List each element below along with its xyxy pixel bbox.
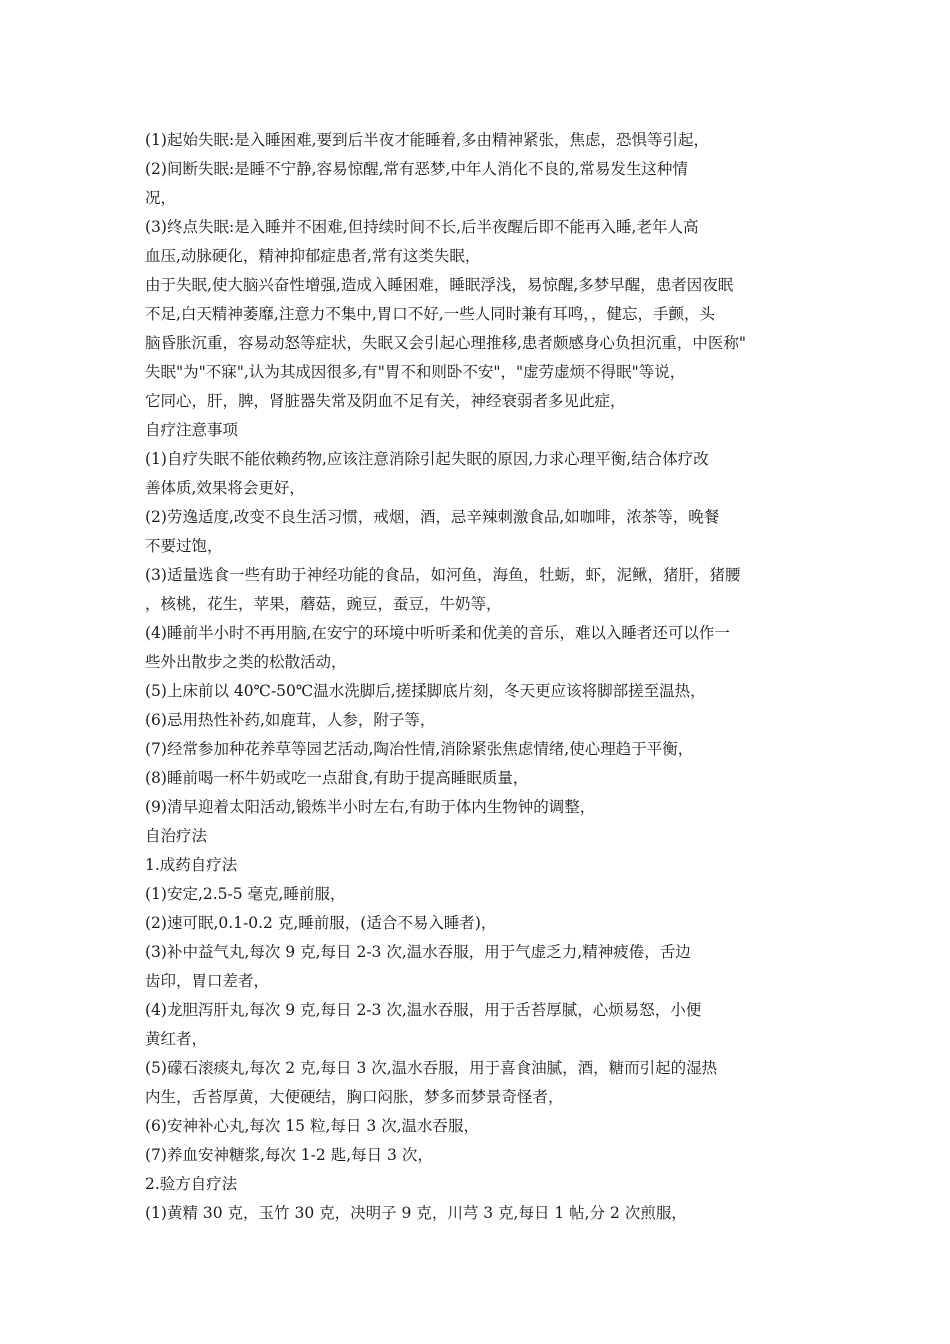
text-line: 内生，舌苔厚黄，大便硬结，胸口闷胀，梦多而梦景奇怪者， <box>145 1088 564 1106</box>
text-line: (6)安神补心丸,每次 15 粒,每日 3 次,温水吞服， <box>145 1117 480 1135</box>
text-line: (8)睡前喝一杯牛奶或吃一点甜食,有助于提高睡眠质量， <box>145 769 529 787</box>
text-line: (1)安定,2.5-5 毫克,睡前服， <box>145 885 346 903</box>
text-line: (3)适量选食一些有助于神经功能的食品，如河鱼，海鱼，牡蛎，虾，泥鳅，猪肝，猪腰 <box>145 566 741 584</box>
text-line: (9)清早迎着太阳活动,锻炼半小时左右,有助于体内生物钟的调整， <box>145 798 596 816</box>
text-line: 由于失眠,使大脑兴奋性增强,造成入睡困难，睡眠浮浅，易惊醒,多梦早醒，患者因夜眠 <box>145 276 734 294</box>
text-line: 些外出散步之类的松散活动， <box>145 653 347 671</box>
section-heading: 自治疗法 <box>145 827 208 845</box>
text-line: (2)速可眠,0.1-0.2 克,睡前服，(适合不易入睡者)， <box>145 914 497 932</box>
text-line: (4)睡前半小时不再用脑,在安宁的环境中听听柔和优美的音乐，难以入睡者还可以作一 <box>145 624 730 642</box>
text-line: 血压,动脉硬化，精神抑郁症患者,常有这类失眠， <box>145 247 481 265</box>
text-line: 善体质,效果将会更好， <box>145 479 305 497</box>
text-line: 不要过饱， <box>145 537 223 555</box>
text-line: 脑昏胀沉重，容易动怒等症状，失眠又会引起心理推移,患者颇感身心负担沉重，中医称" <box>145 334 747 352</box>
text-line: (2)间断失眠:是睡不宁静,容易惊醒,常有恶梦,中年人消化不良的,常易发生这种情 <box>145 160 688 178</box>
text-line: (7)养血安神糖浆,每次 1-2 匙,每日 3 次， <box>145 1146 433 1164</box>
text-line: (2)劳逸适度,改变不良生活习惯，戒烟，酒，忌辛辣刺激食品,如咖啡，浓茶等，晚餐 <box>145 508 720 526</box>
text-line: 失眠"为"不寐",认为其成因很多,有"胃不和则卧不安"，"虚劳虚烦不得眠"等说， <box>145 363 686 381</box>
text-line: (7)经常参加种花养草等园艺活动,陶冶性情,消除紧张焦虑情绪,使心理趋于平衡， <box>145 740 694 758</box>
text-line: 不足,白天精神萎靡,注意力不集中,胃口不好,一些人同时兼有耳鸣，，健忘，手颤，头 <box>145 305 715 323</box>
text-line: (3)补中益气丸,每次 9 克,每日 2-3 次,温水吞服，用于气虚乏力,精神疲倦，舌边 <box>145 943 691 961</box>
text-line: (4)龙胆泻肝丸,每次 9 克,每日 2-3 次,温水吞服，用于舌苔厚腻，心烦易怒，小便 <box>145 1001 702 1019</box>
text-line: 齿印，胃口差者， <box>145 972 270 990</box>
text-line: 况， <box>145 189 177 207</box>
subsection-heading: 1.成药自疗法 <box>145 856 238 874</box>
text-line: (6)忌用热性补药,如鹿茸，人参，附子等， <box>145 711 436 729</box>
text-line: (1)起始失眠:是入睡困难,要到后半夜才能睡着,多由精神紧张，焦虑，恐惧等引起， <box>145 131 710 149</box>
text-line: 它同心，肝，脾，肾脏器失常及阴血不足有关，神经衰弱者多见此症， <box>145 392 626 410</box>
subsection-heading: 2.验方自疗法 <box>145 1175 238 1193</box>
text-line: ，核桃，花生，苹果，蘑菇，豌豆，蚕豆，牛奶等， <box>145 595 502 613</box>
text-line: (3)终点失眠:是入睡并不困难,但持续时间不长,后半夜醒后即不能再入睡,老年人高 <box>145 218 699 236</box>
text-line: (5)礞石滚痰丸,每次 2 克,每日 3 次,温水吞服，用于喜食油腻，酒，糖而引起的湿热 <box>145 1059 718 1077</box>
text-line: (1)自疗失眠不能依赖药物,应该注意消除引起失眠的原因,力求心理平衡,结合体疗改 <box>145 450 709 468</box>
text-line: 黄红者， <box>145 1030 208 1048</box>
text-line: (5)上床前以 40℃-50℃温水洗脚后,搓揉脚底片刻，冬天更应该将脚部搓至温热， <box>145 682 706 700</box>
document-body <box>145 126 825 1228</box>
section-heading: 自疗注意事项 <box>145 421 239 439</box>
text-line: (1)黄精 30 克，玉竹 30 克，决明子 9 克，川芎 3 克,每日 1 帖,分 2 次煎服， <box>145 1204 687 1222</box>
